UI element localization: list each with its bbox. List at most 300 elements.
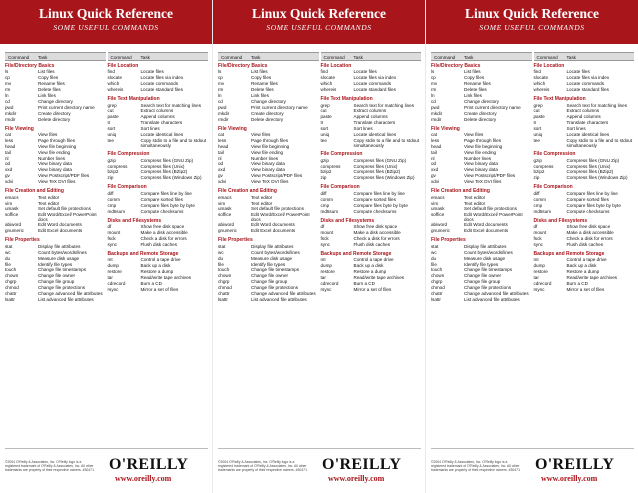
section-title: File Comparison [533,184,573,191]
command-task: Back up a disk [140,263,171,269]
command-name: tail [5,149,11,155]
command-task: Page through files [251,137,289,143]
command-task: Edit Excel documents [251,228,296,234]
section-title: File Text Manipulation [107,96,160,103]
command-task: Text editor [251,194,273,200]
command-header: Command [434,55,456,60]
command-name: grep [533,102,543,108]
command-task: Page through files [464,137,502,143]
command-name: uniq [107,132,117,138]
command-task: List files [251,69,268,75]
command-task: Restore a dump [140,268,174,274]
command-name: dump [533,263,545,269]
command-task: Change file protections [251,285,298,291]
command-name: xxd [431,167,439,173]
command-task: Compare files line by line [140,190,192,196]
command-task: Compress files (GNU Zip) [353,157,407,163]
command-name: xdvi [5,179,14,185]
section-title: File Location [533,63,565,69]
command-task: View binary data [464,167,498,173]
command-name: nl [431,155,435,161]
command-header: Command [8,55,30,60]
command-task: Edit Word/Excel/ PowerPoint docs [38,212,97,223]
command-task: Make a disk accessible [353,229,401,235]
command-name: chmod [218,285,232,291]
command-task: Locate standard files [353,87,396,93]
section-title: Disks and Filesystems [320,217,375,224]
command-task: Copy files [251,75,272,81]
command-task: Locate identical lines [140,132,184,138]
command-name: chattr [5,290,17,296]
reference-card [426,0,638,493]
command-task: View file beginning [38,143,77,149]
command-name: uniq [320,132,330,138]
command-row [5,212,106,222]
command-task: Change advanced file attributes [251,290,316,296]
website-link[interactable]: www.oreilly.com [541,474,598,483]
command-name: bzip2 [107,169,119,175]
section-title: Backups and Remote Storage [533,250,605,257]
command-task: Set default file protections [251,206,304,212]
command-name: chgrp [431,279,443,285]
command-name: cd [431,98,436,104]
command-task: View TeX DVI files [38,179,76,185]
command-name: md5sum [533,208,552,214]
command-name: gv [431,173,436,179]
command-name: chattr [218,290,230,296]
command-task: Edit Excel documents [464,228,509,234]
command-name: mv [431,81,438,87]
command-name: cat [218,132,225,138]
command-name: diff [533,190,540,196]
command-task: List advanced file attributes [251,296,307,302]
command-name: ls [218,69,222,75]
command-task: View Postscript/PDF files [464,173,516,179]
command-task: Show free disk space [353,224,398,229]
command-name: tar [320,274,326,280]
command-name: chgrp [218,279,230,285]
command-name: paste [533,114,545,120]
command-task: Print current directory name [251,104,308,110]
command-name: chown [5,273,19,279]
command-row [431,179,532,185]
section-title: File Properties [5,237,40,244]
command-name: rsync [107,286,119,292]
website-link[interactable]: www.oreilly.com [328,474,385,483]
command-name: zip [107,175,114,181]
command-task: Link files [38,92,56,98]
command-task: Change directory [251,98,286,104]
command-task: Compare files line by line [566,190,618,196]
task-header: Task [38,55,48,60]
command-task: Check a disk for errors [566,235,613,241]
command-task: Read/write tape archives [140,274,192,280]
command-task: Count bytes/words/lines [251,249,300,255]
command-task: Extract columns [566,108,600,114]
command-task: Change file owner [464,273,502,279]
command-name: grep [320,102,330,108]
task-header: Task [566,55,576,60]
command-row [431,228,532,234]
command-row [108,175,209,181]
command-name: chown [431,273,445,279]
command-task: Delete directory [464,116,497,122]
command-name: ln [218,92,222,98]
command-task: View binary data [38,167,72,173]
command-task: Locate files via index [140,75,184,81]
command-name: tail [218,149,224,155]
command-task: View binary data [464,161,498,167]
command-name: mkdir [218,110,230,116]
command-task: Make a disk accessible [140,229,188,235]
command-task: View binary data [38,161,72,167]
legal-notice: ©2004 O'Reilly & Associates, Inc. O'Reilly logo is a registered trademark of O'Reilly & Associates, Inc. All other trademarks are property of their respective owners. #30471 [5,460,94,472]
section-title: File/Directory Basics [431,63,481,69]
command-name: od [431,161,437,167]
command-task: Mirror a set of files [353,286,392,292]
command-name: file [5,261,11,267]
command-task: Compress files (Windows Zip) [140,175,202,181]
command-task: Compare files byte by byte [140,202,195,208]
section-title: File Creation and Editing [431,188,490,195]
command-row [431,297,532,303]
command-name: stat [218,243,226,249]
reference-card [0,0,212,493]
command-task: View files [464,132,484,138]
right-column [108,52,209,446]
command-name: tar [533,274,539,280]
command-name: touch [5,267,17,273]
command-task: Text editor [464,194,486,200]
command-name: touch [218,267,230,273]
command-task: Check a disk for errors [140,235,187,241]
command-name: tail [431,149,437,155]
command-name: tee [533,137,540,143]
command-task: Measure disk usage [464,255,506,261]
command-task: Locate identical lines [566,132,610,138]
command-task: Edit Word documents [251,222,295,228]
command-task: Compress files (Unix) [353,163,398,169]
command-name: pwd [218,104,227,110]
command-task: Locate standard files [566,87,609,93]
command-task: Sort lines [353,126,373,132]
command-task: Copy stdin to a file and to stdout simultaneously [140,137,207,148]
command-name: mt [107,257,113,263]
command-name: ln [431,92,435,98]
command-name: touch [431,267,443,273]
command-task: Burn a CD [140,280,162,286]
command-name: gv [5,173,10,179]
command-name: cut [107,108,114,114]
command-name: xdvi [431,179,440,185]
command-task: Read/write tape archives [353,274,405,280]
command-name: mount [533,229,547,235]
command-row [108,138,209,148]
command-name: vim [431,200,439,206]
command-name: mt [533,257,539,263]
command-task: Change file group [251,279,288,285]
command-task: Display file attributes [464,243,507,249]
command-task: Text editor [38,194,60,200]
command-task: Locate commands [140,81,179,87]
command-name: gnumeric [431,228,450,234]
command-name: grep [107,102,117,108]
command-name: which [533,81,546,87]
left-column [218,52,319,446]
command-name: chown [218,273,232,279]
command-name: chattr [431,290,443,296]
command-name: gv [218,173,223,179]
command-task: Locate files via index [353,75,397,81]
command-name: umask [5,206,19,212]
command-task: Compare files byte by byte [353,202,408,208]
command-task: View file beginning [464,143,503,149]
command-name: xxd [218,167,226,173]
command-name: sort [320,126,329,132]
command-task: Compress files (GNU Zip) [566,157,620,163]
command-task: Flush disk caches [353,241,391,247]
command-row [108,287,209,293]
section-title: File Creation and Editing [218,188,277,195]
command-name: rsync [320,286,332,292]
command-task: Change advanced file attributes [38,290,103,296]
command-name: file [431,261,437,267]
command-task: Delete directory [38,116,71,122]
command-name: cdrecord [533,280,552,286]
command-task: Control a tape drive [140,257,181,263]
command-name: rmdir [218,116,229,122]
command-task: Compress files (Windows Zip) [353,175,415,181]
command-task: Link files [464,92,482,98]
command-task: Compress files (BZip2) [140,169,188,175]
command-name: head [431,143,442,149]
command-task: Change file group [38,279,75,285]
command-name: abiword [431,222,448,228]
command-task: Measure disk usage [251,255,293,261]
command-name: gzip [107,157,116,163]
command-task: View files [38,132,58,138]
command-name: mount [320,229,334,235]
command-task: Locate files [566,69,590,75]
command-task: Print current directory name [38,104,95,110]
command-name: less [5,137,14,143]
command-name: vim [5,200,13,206]
command-task: Compress files (BZip2) [566,169,614,175]
command-task: Edit Word/Excel/ PowerPoint docs [251,212,310,223]
command-row [534,242,635,248]
command-task: Show free disk space [566,224,611,229]
command-task: Set default file protections [464,206,517,212]
command-task: Edit Excel documents [38,228,83,234]
command-task: Text editor [38,200,60,206]
command-task: Mirror a set of files [140,286,179,292]
command-task: Translate characters [353,120,396,126]
section-title: Disks and Filesystems [107,217,162,224]
command-task: Count bytes/words/lines [38,249,87,255]
command-name: xxd [5,167,13,173]
command-name: md5sum [320,208,339,214]
command-task: Translate characters [566,120,609,126]
command-name: comm [107,196,121,202]
card-title: Linux Quick Reference [252,6,386,21]
section-title: File/Directory Basics [5,63,55,69]
command-name: abiword [5,222,22,228]
command-task: View file ending [251,149,284,155]
command-name: cd [218,98,223,104]
command-task: Change directory [38,98,73,104]
command-name: mv [5,81,12,87]
command-task: Compress files (Unix) [140,163,185,169]
command-name: cp [431,75,436,81]
command-name: cat [5,132,12,138]
command-task: Print current directory name [464,104,521,110]
command-name: tr [107,120,111,126]
section-title: File Properties [218,237,253,244]
command-name: tr [533,120,537,126]
command-name: which [320,81,333,87]
command-task: Page through files [38,137,76,143]
command-task: Compare files byte by byte [566,202,621,208]
task-header: Task [251,55,261,60]
command-name: soffice [5,212,19,218]
section-title: File Compression [320,151,363,158]
command-name: cut [320,108,327,114]
table-header [321,52,422,61]
command-name: lsattr [5,296,15,302]
right-column [321,52,422,446]
command-name: emacs [431,194,445,200]
command-row [534,287,635,293]
command-name: gzip [533,157,542,163]
command-row [5,117,106,123]
command-task: Measure disk usage [38,255,80,261]
command-row [321,209,422,215]
command-task: Number lines [38,155,66,161]
command-row [534,87,635,93]
command-task: Rename files [38,81,65,87]
command-row [431,212,532,222]
command-name: wc [218,249,224,255]
website-link[interactable]: www.oreilly.com [115,474,172,483]
command-task: List advanced file attributes [464,296,520,302]
command-columns [218,52,421,446]
command-task: Rename files [251,81,278,87]
legal-notice: ©2004 O'Reilly & Associates, Inc. O'Reilly logo is a registered trademark of O'Reilly & Associates, Inc. All other trademarks are property of their respective owners. #30471 [218,460,307,472]
command-task: Extract columns [353,108,387,114]
section-title: File Properties [431,237,466,244]
command-name: nl [218,155,222,161]
command-row [218,117,319,123]
command-task: Compare sorted files [353,196,396,202]
command-row [218,228,319,234]
command-row [5,179,106,185]
command-task: List advanced file attributes [38,296,94,302]
left-column [5,52,106,446]
command-task: Change file timestamps [251,267,300,273]
command-name: sync [320,241,330,247]
command-row [534,175,635,181]
command-name: gzip [320,157,329,163]
command-task: Burn a CD [353,280,375,286]
command-name: rm [431,87,437,93]
section-title: File Viewing [218,125,247,132]
command-task: Rename files [464,81,491,87]
command-columns [5,52,208,446]
command-task: Change directory [464,98,499,104]
command-name: wc [5,249,11,255]
command-name: mt [320,257,326,263]
card-footer [5,448,208,484]
command-task: Compress files (Unix) [566,163,611,169]
command-task: Link files [251,92,269,98]
command-task: View TeX DVI files [464,179,502,185]
command-name: od [5,161,11,167]
command-task: Back up a disk [566,263,597,269]
command-name: ls [431,69,435,75]
section-title: File Comparison [107,184,147,191]
command-name: tee [320,137,327,143]
command-name: zip [533,175,540,181]
command-task: View binary data [251,161,285,167]
command-task: Sort lines [566,126,586,132]
command-name: mkdir [431,110,443,116]
command-task: Control a tape drive [566,257,607,263]
command-name: tr [320,120,324,126]
command-task: View Postscript/PDF files [38,173,90,179]
command-name: zip [320,175,327,181]
command-task: Compare sorted files [566,196,609,202]
command-task: View Postscript/PDF files [251,173,303,179]
command-name: cmp [533,202,543,208]
command-name: find [320,69,328,75]
command-task: Flush disk caches [140,241,178,247]
reference-card [213,0,425,493]
section-title: File Comparison [320,184,360,191]
legal-notice: ©2004 O'Reilly & Associates, Inc. O'Reilly logo is a registered trademark of O'Reilly & Associates, Inc. All other trademarks are property of their respective owners. #30471 [431,460,520,472]
command-row [321,242,422,248]
command-row [5,228,106,234]
command-task: Translate characters [140,120,183,126]
command-name: restore [533,268,548,274]
command-name: file [218,261,224,267]
command-task: Edit Word/Excel/ PowerPoint docs [464,212,523,223]
command-row [321,87,422,93]
command-name: slocate [533,75,549,81]
command-task: Back up a disk [353,263,384,269]
command-name: pwd [5,104,14,110]
command-name: od [218,161,224,167]
command-name: ls [5,69,9,75]
command-name: dump [320,263,332,269]
command-name: df [320,224,325,229]
command-name: du [431,255,437,261]
card-title: Linux Quick Reference [39,6,173,21]
command-task: Make a disk accessible [566,229,614,235]
card-footer [431,448,634,484]
section-title: File Compression [533,151,576,158]
command-name: comm [533,196,547,202]
command-name: cp [5,75,10,81]
table-header [108,52,209,61]
command-task: Display file attributes [38,243,81,249]
command-name: wc [431,249,437,255]
command-name: umask [431,206,445,212]
command-name: md5sum [107,208,126,214]
command-task: Extract columns [140,108,174,114]
command-row [108,87,209,93]
command-task: Change advanced file attributes [464,290,529,296]
section-title: Backups and Remote Storage [107,250,179,257]
